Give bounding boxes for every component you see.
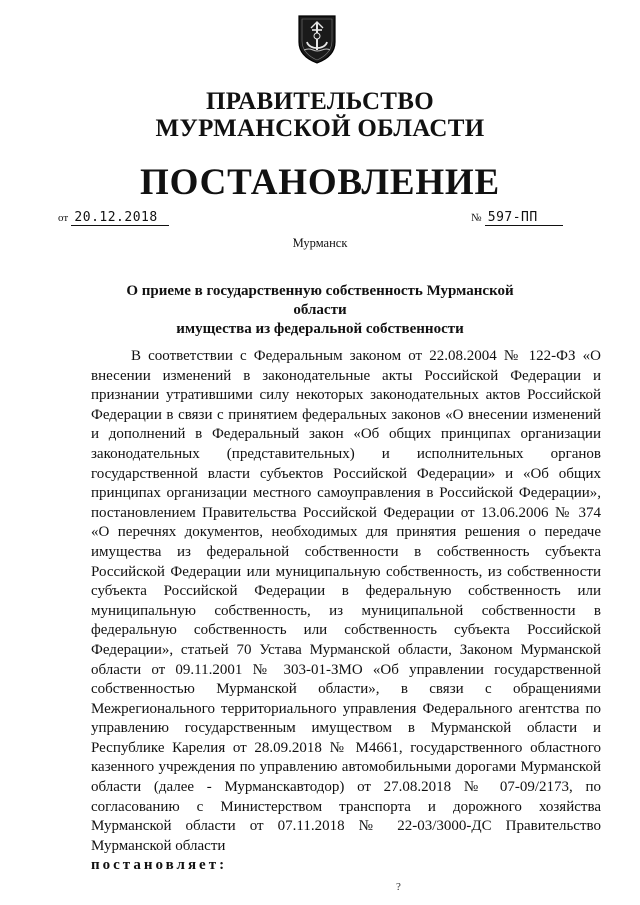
subject-line2: имущества из федеральной собственности [176,321,464,337]
subject-line1: О приеме в государственную собственность Мурманской области [126,283,514,318]
document-number: 597-ПП [485,210,563,226]
page-mark: ? [396,881,401,893]
document-subject [100,282,540,339]
number-prefix: № [471,212,482,224]
resolution-word: постановляет: [91,857,228,874]
document-date: 20.12.2018 [71,210,169,226]
government-title-line2: МУРМАНСКОЙ ОБЛАСТИ [155,115,485,142]
coat-of-arms-icon [295,12,339,64]
document-type-heading: ПОСТАНОВЛЕНИЕ [139,162,500,203]
body-paragraph-text: В соответствии с Федеральным законом от 22.08.2004 № 122-ФЗ «О внесении изменений в законодательные акты Российской Федерации и признании утратившими силу некоторых законодательных актов Российской Федерации в связи с принятием федеральных законов «О внесении изменений и дополнений в Федеральный закон «Об общих принципах организации законодательных (представительных) и исполнительных органов государственной власти субъектов Российской Федерации» и «Об общих принципах организации местного самоуправления в Российской Федерации», постановлением Правительства Российской Федерации от 13.06.2006 № 374 «О перечнях документов, необходимых для принятия решения о передаче имущества из федеральной собственности в собственность субъекта Российской Федерации или муниципальную собственность, из собственности субъекта Российской Федерации в федеральную собственность или муниципальную собственность, из муниципальной собственности в федеральную собственность или собственность субъекта Российской Федерации», статьей 70 Устава Мурманской области, Законом Мурманской области от 09.11.2001 № 303-01-ЗМО «Об управлении государственной собственностью Мурманской области», в связи с обращениями Межрегионального территориального управления Федерального агентства по управлению государственным имуществом в Мурманской области и Республике Карелия от 28.09.2018 № М4661, государственного областного казенного учреждения по управлению автомобильными дорогами Мурманской области (далее - Мурманскавтодор) от 27.08.2018 № 07-09/2173, по согласованию с Министерством транспорта и дорожного хозяйства Мурманской области от 07.11.2018 № 22-03/3000-ДС Правительство Мурманской области [91,348,601,854]
government-title-line1: ПРАВИТЕЛЬСТВО [206,88,434,115]
city-name: Мурманск [292,236,348,250]
date-prefix: от [58,212,69,224]
number-block [471,209,563,227]
date-block [58,209,169,227]
body-paragraph [91,347,601,876]
